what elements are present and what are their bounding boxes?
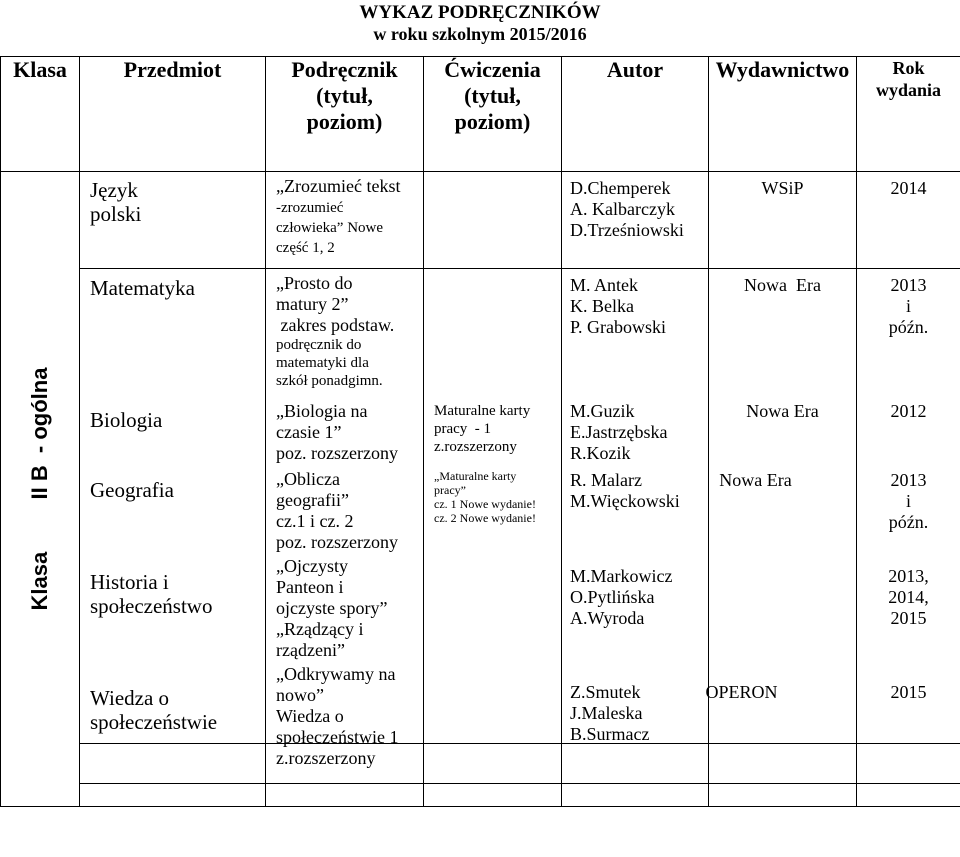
workbook-geografia: „Maturalne karty pracy” cz. 1 Nowe wydanie! cz. 2 Nowe wydanie! — [434, 469, 536, 525]
class-name-label: II B - ogólna — [27, 367, 52, 500]
authors-matematyka: M. Antek K. Belka P. Grabowski — [570, 275, 667, 337]
column-header-wydawnictwo: Wydawnictwo — [709, 57, 857, 172]
textbook-geografia: „Oblicza geografii” cz.1 i cz. 2 poz. rozszerzony — [276, 469, 398, 552]
column-header-cwiczenia: Ćwiczenia (tytuł, poziom) — [424, 57, 562, 172]
year-matematyka: 2013 i późn. — [888, 275, 929, 337]
column-header-rok: Rok wydania — [857, 57, 960, 172]
textbook-biologia: „Biologia na czasie 1” poz. rozszerzony — [276, 401, 398, 463]
subject-historia: Historia i społeczeństwo — [90, 570, 213, 618]
publisher-polski: WSiP — [761, 178, 804, 198]
year-geografia: 2013 i późn. — [888, 470, 929, 532]
textbook-polski: „Zrozumieć tekst -zrozumieć człowieka” Nowe część 1, 2 — [276, 176, 401, 256]
authors-geografia: R. Malarz M.Więckowski — [570, 470, 680, 511]
class-label-cell — [1, 172, 80, 807]
publisher-geografia: Nowa Era — [719, 470, 792, 490]
column-header-autor: Autor — [562, 57, 709, 172]
subject-wos: Wiedza o społeczeństwie — [90, 686, 218, 734]
year-polski: 2014 — [890, 178, 927, 198]
klasa-label: Klasa — [27, 551, 52, 611]
column-header-podrecznik: Podręcznik (tytuł, poziom) — [266, 57, 424, 172]
subject-matematyka: Matematyka — [90, 276, 195, 300]
textbook-matematyka: „Prosto do matury 2” zakres podstaw. podręcznik do matematyki dla szkół ponadgimn. — [276, 273, 395, 389]
publisher-matematyka: Nowa Era — [744, 275, 821, 295]
class-row — [1, 172, 960, 807]
year-wos: 2015 — [890, 682, 927, 702]
authors-biologia: M.Guzik E.Jastrzębska R.Kozik — [570, 401, 668, 463]
subject-polski: Język polski — [90, 178, 142, 226]
column-header-klasa: Klasa — [1, 57, 80, 172]
subject-geografia: Geografia — [90, 478, 174, 502]
document-title: WYKAZ PODRĘCZNIKÓW — [359, 2, 601, 23]
publisher-biologia: Nowa Era — [746, 401, 819, 421]
document-subtitle: w roku szkolnym 2015/2016 — [373, 24, 587, 44]
authors-polski: D.Chemperek A. Kalbarczyk D.Trześniowski — [570, 178, 684, 240]
workbook-biologia: Maturalne karty pracy - 1 z.rozszerzony — [434, 403, 531, 455]
authors-wos: Z.Smutek J.Maleska B.Surmacz — [570, 682, 650, 744]
textbook-table — [0, 56, 960, 807]
textbook-historia: „Ojczysty Panteon i ojczyste spory” „Rządzący i rządzeni” — [276, 556, 388, 660]
subject-biologia: Biologia — [90, 408, 163, 432]
authors-historia: M.Markowicz O.Pytlińska A.Wyroda — [570, 566, 673, 628]
publisher-wos: OPERON — [705, 682, 778, 702]
year-biologia: 2012 — [890, 401, 927, 421]
header-row — [1, 57, 960, 172]
textbook-wos: „Odkrywamy na nowo” Wiedza o społeczeństwie 1 z.rozszerzony — [276, 664, 399, 768]
year-historia: 2013, 2014, 2015 — [888, 566, 929, 628]
content-area — [80, 172, 960, 807]
column-header-przedmiot: Przedmiot — [80, 57, 266, 172]
